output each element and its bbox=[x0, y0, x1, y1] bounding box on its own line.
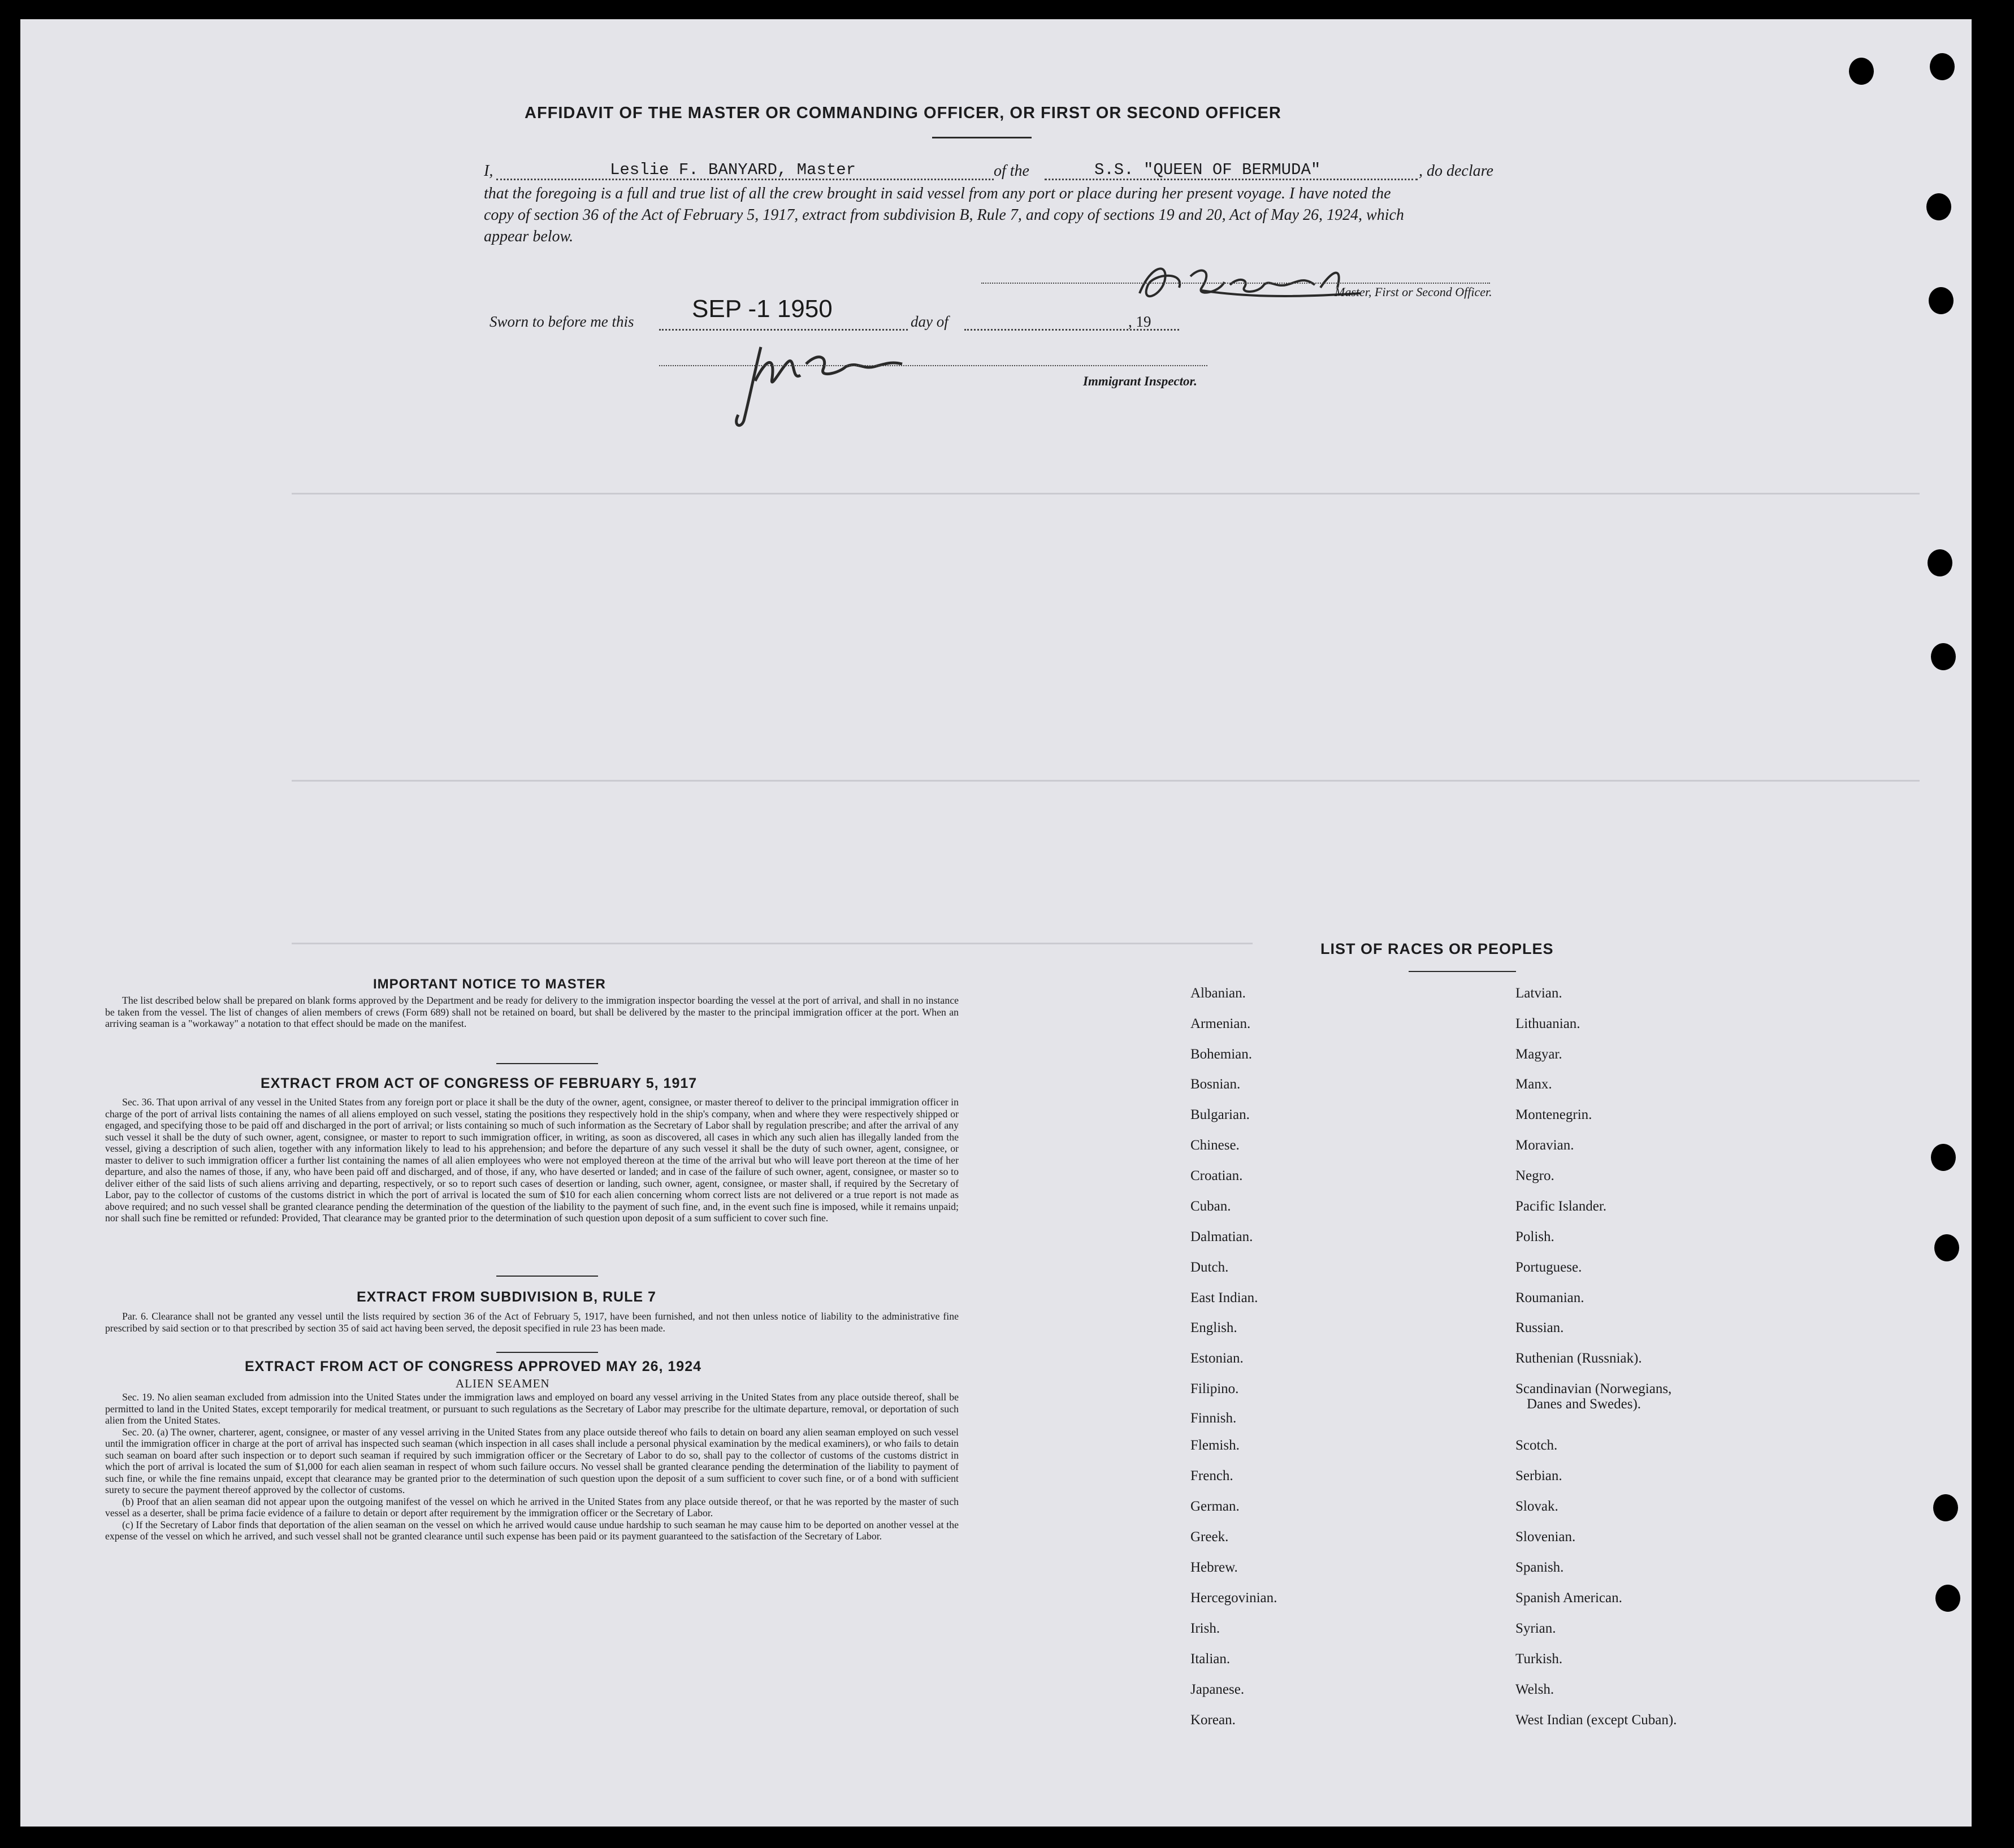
race-item: Serbian. bbox=[1515, 1468, 1562, 1483]
race-item: Irish. bbox=[1190, 1621, 1220, 1636]
race-item: Hebrew. bbox=[1190, 1560, 1238, 1575]
alien-seamen-subtitle: ALIEN SEAMEN bbox=[456, 1377, 550, 1390]
extract-1924-title: EXTRACT FROM ACT OF CONGRESS APPROVED MAY 26, 1924 bbox=[245, 1359, 702, 1374]
signature-title: Master, First or Second Officer. bbox=[1335, 285, 1492, 299]
punch-hole bbox=[1934, 1234, 1959, 1261]
sworn-date-stamp: SEP -1 1950 bbox=[692, 295, 833, 323]
race-item: Korean. bbox=[1190, 1712, 1236, 1728]
extract-1917-text: Sec. 36. That upon arrival of any vessel in the United States from any foreign port or place it shall be the duty of the owner, agent, consignee, or master thereof to deliver to the principal immigration officer in charge of the port of arrival lists containing the names of all aliens employed on such vessel, stating the positions they respectively hold in the ship's company, when and where they were respectively shipped or engaged, and specifying those to be paid off and discharged in the port of arrival; or lists containing so much of such information as the Secretary of Labor shall by regulation prescribe; and after the arrival of any such vessel it shall be the duty of such owner, agent, consignee, or master to report to such immigration officer, in writing, as soon as discovered, all cases in which any such alien has illegally landed from the vessel, giving a description of such alien, together with any information likely to lead to his apprehension; and before the departure of any such vessel it shall be the duty of such owner, agent, consignee, or master to deliver to such immigration officer a further list containing the names of all alien employees who were not employed thereon at the time of the arrival but who will leave port thereon at the time of her departure, and also the names of those, if any, who have been paid off and discharged, and of those, if any, who have deserted or landed; and in case of the failure of such owner, agent, consignee, or master so to deliver either of the said lists of such aliens arriving and departing, respectively, or so to report such cases of desertion or landing, such owner, agent, consignee, or master shall, if required by the Secretary of Labor, pay to the collector of customs of the customs district in which the port of arrival is located the sum of $10 for each alien concerning whom correct lists are not delivered or a true report is not made as above required; and no such vessel shall be granted clearance pending the determination of the question of the liability to the payment of such fine, and, in the event such fine is imposed, while it remains unpaid; nor shall such fine be remitted or refunded: Provided, That clearance may be granted prior to the determination of such question upon deposit of a sum sufficient to cover such fine. bbox=[105, 1096, 959, 1224]
signature-line bbox=[981, 283, 1490, 284]
inspector-signature bbox=[721, 330, 913, 437]
document-page bbox=[20, 19, 1972, 1827]
race-item: Filipino. bbox=[1190, 1381, 1239, 1396]
race-item: Turkish. bbox=[1515, 1651, 1563, 1667]
race-item: Polish. bbox=[1515, 1229, 1554, 1244]
punch-hole bbox=[1935, 1585, 1960, 1612]
section-separator bbox=[496, 1063, 598, 1064]
race-item: Danes and Swedes). bbox=[1527, 1396, 1641, 1412]
race-item: Bosnian. bbox=[1190, 1077, 1241, 1092]
race-item: Ruthenian (Russniak). bbox=[1515, 1351, 1642, 1366]
blank-line bbox=[1045, 179, 1418, 180]
sec-19-text: Sec. 19. No alien seaman excluded from admission into the United States under the immigration laws and employed on board any vessel arriving in the United States from any place outside thereof, shall be permitted to land in the United States, except temporarily for medical treatment, or pursuant to such regulations as the Secretary of Labor may prescribe for the ultimate departure, removal, or deportation of such alien from the United States. bbox=[105, 1391, 959, 1426]
master-name: Leslie F. BANYARD, Master bbox=[610, 160, 856, 179]
declare-label: , do declare bbox=[1419, 162, 1493, 180]
race-item: Flemish. bbox=[1190, 1438, 1240, 1453]
race-item: Bulgarian. bbox=[1190, 1107, 1250, 1122]
race-item: Moravian. bbox=[1515, 1138, 1574, 1153]
race-item: Armenian. bbox=[1190, 1016, 1251, 1031]
race-item: Bohemian. bbox=[1190, 1047, 1253, 1062]
affidavit-line-3: copy of section 36 of the Act of February 5, 1917, extract from subdivision B, Rule 7, and copy of sections 19 and 20, Act of May 26, 1924, which bbox=[484, 206, 1404, 224]
title-separator bbox=[1409, 971, 1516, 972]
race-item: Albanian. bbox=[1190, 986, 1246, 1001]
sec-20a-text: Sec. 20. (a) The owner, charterer, agent, consignee, or master of any vessel arriving in the United States from any place outside thereof who fails to detain on board any alien seaman employed on such vessel until the immigration officer in charge at the port of arrival has inspected such seaman (which inspection in all cases shall include a personal physical examination by the medical examiners), or who fails to detain such seaman on board after such inspection or to deport such seaman if required by such immigration officer or the Secretary of Labor to do so, shall pay to the collector of customs of the customs district in which the port of arrival is located the sum of $1,000 for each alien seaman in respect of whom such failure occurs. No vessel shall be granted clearance pending the determination of the liability to payment of such fine, or while the fine remains unpaid, except that clearance may be granted prior to the determination of such question upon the deposit of a sum sufficient to cover such fine, or of a bond with sufficient surety to secure the payment thereof approved by the collector of customs. bbox=[105, 1426, 959, 1495]
race-item: Estonian. bbox=[1190, 1351, 1244, 1366]
race-item: Italian. bbox=[1190, 1651, 1231, 1667]
race-item: Croatian. bbox=[1190, 1168, 1243, 1183]
race-item: Japanese. bbox=[1190, 1682, 1245, 1697]
race-item: Hercegovinian. bbox=[1190, 1590, 1277, 1606]
race-item: Scandinavian (Norwegians, bbox=[1515, 1381, 1672, 1396]
race-item: Portuguese. bbox=[1515, 1260, 1582, 1275]
race-item: Montenegrin. bbox=[1515, 1107, 1592, 1122]
punch-hole bbox=[1926, 193, 1951, 220]
race-item: Dutch. bbox=[1190, 1260, 1229, 1275]
affidavit-line-2: that the foregoing is a full and true list of all the crew brought in said vessel from any port or place during her present voyage. I have noted the bbox=[484, 185, 1391, 202]
race-item: Slovenian. bbox=[1515, 1529, 1576, 1545]
sworn-label: Sworn to before me this bbox=[490, 313, 634, 330]
day-of-label: day of bbox=[911, 313, 948, 330]
blank-line bbox=[496, 179, 994, 180]
notice-title: IMPORTANT NOTICE TO MASTER bbox=[373, 977, 606, 992]
affidavit-line-4: appear below. bbox=[484, 228, 574, 245]
race-item: Chinese. bbox=[1190, 1138, 1240, 1153]
rule-7-text: Par. 6. Clearance shall not be granted any vessel until the lists required by section 36 of the Act of February 5, 1917, have been furnished, and not then unless notice of liability to the administrative fine prescribed by said section or to that prescribed by section 35 of said act having been served, the deposit specified in rule 23 has been made. bbox=[105, 1311, 959, 1334]
title-separator bbox=[932, 137, 1032, 138]
section-separator bbox=[496, 1276, 598, 1277]
inspector-signature-line bbox=[659, 365, 1207, 366]
race-item: Dalmatian. bbox=[1190, 1229, 1253, 1244]
race-item: Slovak. bbox=[1515, 1499, 1558, 1514]
sec-20b-text: (b) Proof that an alien seaman did not appear upon the outgoing manifest of the vessel on which he arrived in the United States from any place outside thereof, or that he was reported by the master of such vessel as a deserter, shall be prima facie evidence of a failure to detain or deport after requirement by the immigration officer or the Secretary of Labor. bbox=[105, 1495, 959, 1519]
races-title: LIST OF RACES OR PEOPLES bbox=[1320, 940, 1554, 957]
race-item: Manx. bbox=[1515, 1077, 1552, 1092]
race-item: East Indian. bbox=[1190, 1290, 1258, 1305]
race-item: French. bbox=[1190, 1468, 1233, 1483]
affidavit-title: AFFIDAVIT OF THE MASTER OR COMMANDING OFFICER, OR FIRST OR SECOND OFFICER bbox=[525, 104, 1281, 122]
race-item: Finnish. bbox=[1190, 1411, 1237, 1426]
bleed-through-rule bbox=[292, 493, 1920, 494]
race-item: Spanish. bbox=[1515, 1560, 1564, 1575]
section-separator bbox=[496, 1352, 598, 1353]
race-item: Latvian. bbox=[1515, 986, 1562, 1001]
race-item: Welsh. bbox=[1515, 1682, 1554, 1697]
rule-7-title: EXTRACT FROM SUBDIVISION B, RULE 7 bbox=[357, 1289, 656, 1305]
punch-hole bbox=[1931, 1144, 1956, 1171]
race-item: Negro. bbox=[1515, 1168, 1554, 1183]
race-item: Cuban. bbox=[1190, 1199, 1231, 1214]
race-item: Lithuanian. bbox=[1515, 1016, 1580, 1031]
of-the-label: of the bbox=[994, 162, 1029, 180]
sec-20c-text: (c) If the Secretary of Labor finds that deportation of the alien seaman on the vessel on which he arrived would cause undue hardship to such seaman he may cause him to be deported on another vessel at the expense of the vessel on which he arrived, and such vessel shall not be granted clearance until such expense has been paid or its payment guaranteed to the satisfaction of the Secretary of Labor. bbox=[105, 1519, 959, 1542]
race-item: Magyar. bbox=[1515, 1047, 1562, 1062]
race-item: English. bbox=[1190, 1320, 1237, 1335]
race-item: Roumanian. bbox=[1515, 1290, 1584, 1305]
vessel-name: S.S. "QUEEN OF BERMUDA" bbox=[1094, 160, 1321, 179]
declarant-prefix: I, bbox=[484, 162, 493, 180]
punch-hole bbox=[1849, 58, 1874, 85]
punch-hole bbox=[1933, 1494, 1958, 1521]
race-item: Scotch. bbox=[1515, 1438, 1558, 1453]
punch-hole bbox=[1931, 643, 1956, 670]
punch-hole bbox=[1930, 53, 1955, 80]
year-label: , 19 bbox=[1128, 313, 1151, 330]
race-item: German. bbox=[1190, 1499, 1240, 1514]
extract-1917-title: EXTRACT FROM ACT OF CONGRESS OF FEBRUARY 5, 1917 bbox=[261, 1075, 698, 1091]
race-item: Syrian. bbox=[1515, 1621, 1556, 1636]
bleed-through-rule bbox=[292, 780, 1920, 782]
race-item: West Indian (except Cuban). bbox=[1515, 1712, 1677, 1728]
race-item: Russian. bbox=[1515, 1320, 1564, 1335]
race-item: Spanish American. bbox=[1515, 1590, 1622, 1606]
affidavit-line-1 bbox=[484, 160, 1547, 182]
punch-hole bbox=[1928, 549, 1952, 576]
extract-1924-text bbox=[105, 1391, 959, 1542]
race-item: Greek. bbox=[1190, 1529, 1229, 1545]
punch-hole bbox=[1929, 287, 1954, 314]
notice-text: The list described below shall be prepared on blank forms approved by the Department and be ready for delivery to the immigration inspector boarding the vessel at the port of arrival, and shall in no instance be taken from the vessel. The list of changes of alien members of crews (Form 689) shall not be retained on board, but shall be delivered by the master to the principal immigration officer at the port. When an arriving seaman is a "workaway" a notation to that effect should be made on the manifest. bbox=[105, 995, 959, 1029]
inspector-title: Immigrant Inspector. bbox=[1083, 374, 1197, 388]
bleed-through-rule bbox=[292, 943, 1253, 944]
race-item: Pacific Islander. bbox=[1515, 1199, 1607, 1214]
